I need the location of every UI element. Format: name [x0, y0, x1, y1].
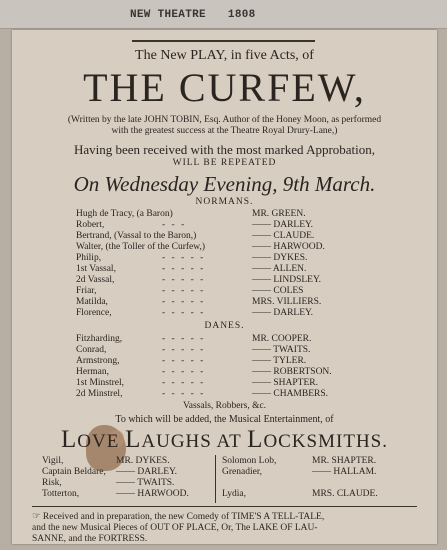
cast-leader: - - - - -	[162, 297, 206, 307]
cast-actor: MRS. VILLIERS.	[252, 297, 322, 307]
cast-leader: - - - - -	[162, 356, 206, 366]
cast-actor: —— HARWOOD.	[252, 242, 325, 252]
title-cap-1: L	[61, 426, 78, 453]
cast-role: Solomon Lob,	[222, 456, 277, 466]
cast-actor: —— DARLEY.	[116, 467, 178, 477]
cast-role: Totterton,	[42, 489, 80, 499]
title-part-2: AUGHS AT	[141, 431, 248, 452]
cast-leader: - - - - -	[162, 264, 206, 274]
cast-leader: - - - - -	[162, 286, 206, 296]
cast-actor: MRS. CLAUDE.	[312, 489, 378, 499]
cast-role: Walter, (the Toller of the Curfew,)	[76, 242, 206, 252]
play-intro: The New PLAY, in five Acts, of	[135, 48, 314, 63]
cast-role: Captain Beldare,	[42, 467, 106, 477]
cast-actor: —— TWAITS.	[116, 478, 175, 488]
approbation-line: Having been received with the most marked Approbation,	[73, 142, 376, 157]
notice-line-2: and the new Musical Pieces of OUT OF PLACE, Or, The LAKE OF LAU-	[32, 523, 318, 533]
cast-leader: - - - - -	[162, 367, 206, 377]
cast-role: Matilda,	[76, 297, 108, 307]
extras-line: Vassals, Robbers, &c.	[182, 401, 267, 411]
cast-actor: —— CHAMBERS.	[252, 389, 329, 399]
credit-line-2: with the greatest success at the Theatre Royal Drury-Lane,)	[111, 126, 338, 136]
cast-leader: - - - - -	[162, 308, 206, 318]
notice-text-1: Received and in preparation, the new Comedy of TIME'S A TELL-TALE,	[42, 512, 325, 522]
cast-role: 2d Minstrel,	[76, 389, 123, 399]
cast-actor: —— LINDSLEY.	[252, 275, 321, 285]
archive-label	[130, 9, 278, 21]
footer-rule	[32, 506, 417, 507]
cast-actor: MR. GREEN.	[252, 209, 306, 219]
archive-label-strip	[0, 0, 447, 29]
cast-actor: MR. DYKES.	[116, 456, 170, 466]
credit-line-1: (Written by the late JOHN TOBIN, Esq. Author of the Honey Moon, as performed	[67, 115, 382, 125]
cast-role: Herman,	[76, 367, 109, 377]
cast-role: Lydia,	[222, 489, 247, 499]
cast-actor: —— ALLEN.	[252, 264, 307, 274]
cast-role: Florence,	[76, 308, 112, 318]
preparation-notice	[32, 512, 422, 544]
danes-heading: DANES.	[204, 321, 245, 331]
cast-role: Risk,	[42, 478, 62, 488]
cast-role: Fitzharding,	[76, 334, 123, 344]
cast-actor: —— CLAUDE.	[252, 231, 315, 241]
archive-label-year: 1808	[227, 9, 256, 21]
cast-role: 2d Vassal,	[76, 275, 115, 285]
cast-leader: - - - - -	[162, 378, 206, 388]
cast-actor: —— HALLAM.	[312, 467, 377, 477]
cast-leader: - - - - -	[162, 345, 206, 355]
cast-role: Robert,	[76, 220, 105, 230]
play-title: THE CURFEW,	[83, 65, 366, 110]
cast-actor: —— SHAPTER.	[252, 378, 318, 388]
cast-leader: - - - - -	[162, 334, 206, 344]
cast-actor: —— TYLER.	[252, 356, 307, 366]
cast-role: Hugh de Tracy, (a Baron)	[76, 209, 173, 219]
cast-actor: —— ROBERTSON.	[252, 367, 332, 377]
cast-actor: —— COLES	[252, 286, 304, 296]
cast-role: Bertrand, (Vassal to the Baron,)	[76, 231, 197, 241]
cast-actor: MR. COOPER.	[252, 334, 312, 344]
performance-date: On Wednesday Evening, 9th March.	[73, 172, 376, 196]
title-cap-3: L	[247, 426, 264, 453]
cast-leader: - - - - -	[162, 389, 206, 399]
cast-actor: —— HARWOOD.	[116, 489, 189, 499]
cast-actor: —— DARLEY.	[252, 308, 314, 318]
title-part-1: OVE	[77, 431, 126, 452]
cast-actor: —— DYKES.	[252, 253, 308, 263]
column-divider	[215, 455, 216, 503]
cast-actor: —— DARLEY.	[252, 220, 314, 230]
notice-line-1	[32, 512, 422, 523]
playbill-sheet	[12, 30, 437, 544]
play-credit	[12, 115, 437, 137]
cast-role: 1st Vassal,	[76, 264, 116, 274]
cast-role: Armstrong,	[76, 356, 120, 366]
top-rule	[132, 40, 315, 42]
cast-role: 1st Minstrel,	[76, 378, 125, 388]
normans-heading: NORMANS.	[195, 197, 254, 207]
archive-label-title: NEW THEATRE	[130, 9, 206, 21]
entertainment-intro: To which will be added, the Musical Entertainment, of	[115, 414, 334, 425]
cast-role: Grenadier,	[222, 467, 262, 477]
repeated-line: WILL BE REPEATED	[172, 158, 277, 168]
cast-role: Vigil,	[42, 456, 64, 466]
cast-actor: MR. SHAPTER.	[312, 456, 377, 466]
cast-leader: - - -	[162, 220, 187, 230]
entertainment-title	[12, 426, 437, 454]
title-cap-2: L	[125, 426, 142, 453]
pointing-hand-icon: ☞	[32, 512, 41, 522]
title-part-3: OCKSMITHS.	[263, 431, 388, 452]
notice-line-3: SANNE, and the FORTRESS.	[32, 534, 148, 544]
cast-leader: - - - - -	[162, 275, 206, 285]
cast-actor: —— TWAITS.	[252, 345, 311, 355]
cast-role: Friar,	[76, 286, 97, 296]
cast-role: Philip,	[76, 253, 102, 263]
cast-leader: - - - - -	[162, 253, 206, 263]
cast-role: Conrad,	[76, 345, 107, 355]
